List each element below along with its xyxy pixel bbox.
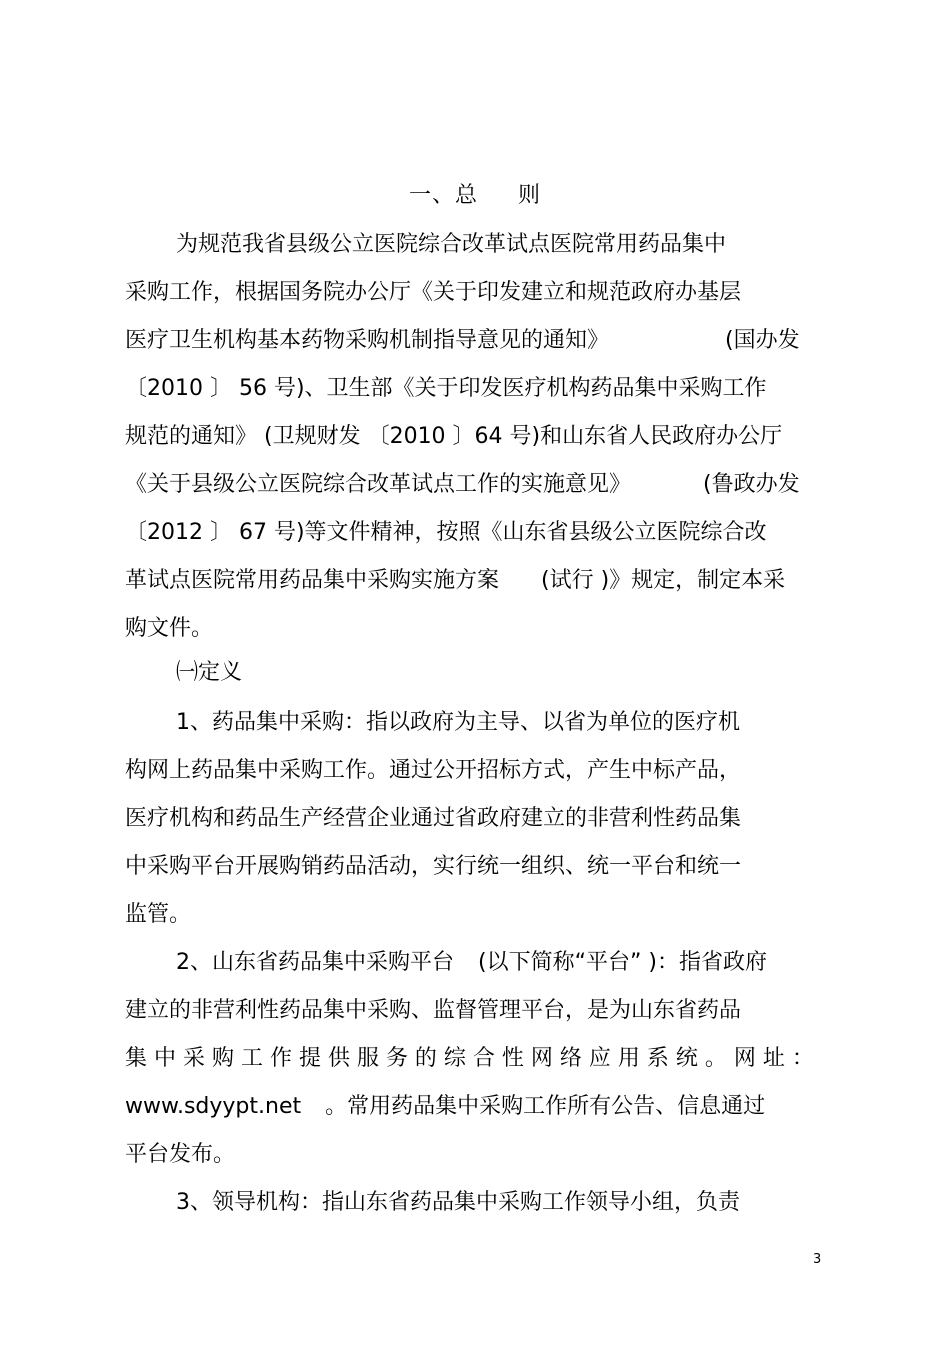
paragraph-line: 规范的通知》 (卫规财发 〔2010 〕64 号)和山东省人民政府办公厅 <box>125 424 783 449</box>
paragraph-line: 〔2012 〕 67 号)等文件精神，按照《山东省县级公立医院综合改 <box>125 520 767 545</box>
page-number: 3 <box>813 1252 822 1267</box>
paragraph-line: 采购工作，根据国务院办公厅《关于印发建立和规范政府办基层 <box>125 280 742 305</box>
paragraph-line: 革试点医院常用药品集中采购实施方案 (试行 )》规定，制定本采 <box>125 568 786 593</box>
heading-part-2: 则 <box>518 183 542 208</box>
paragraph-line: 1、药品集中采购：指以政府为主导、以省为单位的医疗机 <box>176 710 740 735</box>
subsection-heading: ㈠定义 <box>176 660 243 685</box>
website-url: www.sdyypt.net <box>125 1094 302 1119</box>
paragraph-line: 《关于县级公立医院综合改革试点工作的实施意见》 (鲁政办发 <box>125 472 800 497</box>
paragraph-line: 构网上药品集中采购工作。通过公开招标方式，产生中标产品， <box>125 758 742 783</box>
paragraph-line: 集 中 采 购 工 作 提 供 服 务 的 综 合 性 网 络 应 用 系 统 。 网 址 ： <box>125 1046 814 1071</box>
paragraph-line: 中采购平台开展购销药品活动，实行统一组织、统一平台和统一 <box>125 854 742 879</box>
paragraph-line: 购文件。 <box>125 616 214 641</box>
paragraph-line: 2、山东省药品集中采购平台 (以下简称“平台” )：指省政府 <box>176 950 767 975</box>
paragraph-line: 为规范我省县级公立医院综合改革试点医院常用药品集中 <box>176 232 727 257</box>
section-heading <box>0 178 950 209</box>
heading-part-1: 一、总 <box>408 183 478 208</box>
paragraph-line: 医疗机构和药品生产经营企业通过省政府建立的非营利性药品集 <box>125 806 742 831</box>
paragraph-line: 建立的非营利性药品集中采购、监督管理平台，是为山东省药品 <box>125 998 742 1023</box>
paragraph-line: 平台发布。 <box>125 1142 236 1167</box>
paragraph-line: 医疗卫生机构基本药物采购机制指导意见的通知》 (国办发 <box>125 328 800 353</box>
paragraph-line: 3、领导机构：指山东省药品集中采购工作领导小组，负责 <box>176 1190 740 1215</box>
paragraph-line: www.sdyypt.net 。常用药品集中采购工作所有公告、信息通过 <box>125 1094 766 1119</box>
paragraph-line: 〔2010 〕 56 号)、卫生部《关于印发医疗机构药品集中采购工作 <box>125 376 767 401</box>
paragraph-line: 监管。 <box>125 902 192 927</box>
